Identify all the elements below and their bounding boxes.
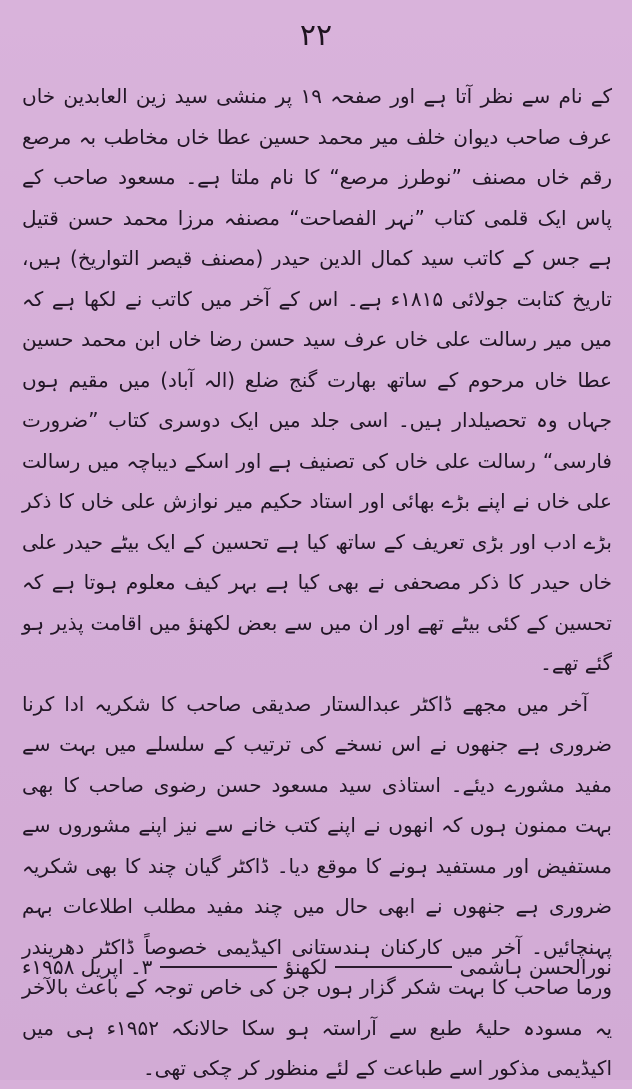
paragraph-2: آخر میں مجھے ڈاکٹر عبدالستار صدیقی صاحب کا شکریہ ادا کرنا ضروری ہے جنھوں نے اس نسخے کی ترتیب کے سلسلے میں بہت سے مفید مشورے دیئے۔ استاذی سید مسعود حسن رضوی صاحب کا بھی بہت ممنون ہوں کہ انھوں نے اپنے کتب خانے سے نیز اپنے مشوروں سے مستفیض اور مستفید ہونے کا موقع دیا۔ ڈاکٹر گیان چند کا بھی شکریہ ضروری ہے جنھوں نے ابھی حال میں چند مفید مطلب اطلاعات بہم پہنچائیں۔ آخر میں کارکنان ہندستانی اکیڈیمی خصوصاً ڈاکٹر دھریندر ورما صاحب کا بہت شکر گزار ہوں جن کی خاص توجہ کے باعث بالآخر یہ مسودہ حلیۂ طبع سے آراستہ ہو سکا حالانکہ ۱۹۵۲ء ہی میں اکیڈیمی مذکور اسے طباعت کے لئے منظور کر چکی تھی۔ bbox=[22, 691, 613, 1080]
body-text bbox=[22, 76, 612, 1089]
signature-place: لکھنؤ bbox=[284, 955, 328, 979]
signature-date: ۳۔ اپریل ۱۹۵۸ء bbox=[21, 955, 153, 979]
signature-rule bbox=[335, 966, 451, 968]
page-number: ۲۲ bbox=[299, 18, 333, 53]
author-name: نورالحسن ہاشمی bbox=[459, 955, 612, 979]
signature-rule bbox=[160, 966, 276, 968]
signature-line bbox=[22, 955, 612, 979]
paragraph-1: کے نام سے نظر آتا ہے اور صفحہ ۱۹ پر منشی سید زین العابدین خاں عرف صاحب دیوان خلف میر محمد حسین عطا خاں مخاطب بہ مرصع رقم خاں مصنف ”نوطرز مرصع“ کا نام ملتا ہے۔ مسعود صاحب کے پاس ایک قلمی کتاب ”نہر الفصاحت“ مصنفہ مرزا محمد حسن قتیل ہے جس کے کاتب سید کمال الدین حیدر (مصنف قیصر التواریخ) ہیں، تاریخ کتابت جولائی ۱۸۱۵ء ہے۔ اس کے آخر میں کاتب نے لکھا ہے کہ میں میر رسالت علی خاں عرف سید حسن رضا خاں ابن محمد حسین عطا خاں مرحوم کے ساتھ بھارت گنج ضلع (الہ آباد) میں مقیم ہوں جہاں وہ تحصیلدار ہیں۔ اسی جلد میں ایک دوسری کتاب ”ضرورت فارسی“ رسالت علی خاں کی تصنیف ہے اور اسکے دیباچہ میں رسالت علی خاں نے اپنے بڑے بھائی اور استاد حکیم میر نوازش علی خاں کا ذکر بڑے ادب اور بڑی تعریف کے ساتھ کیا ہے تحسین کے ایک بیٹے حیدر علی خاں حیدر کا ذکر مصحفی نے بھی کیا ہے بہر کیف معلوم ہوتا ہے کہ تحسین کے کئی بیٹے تھے اور ان میں سے بعض لکھنؤ میں اقامت پذیر ہو گئے تھے۔ bbox=[22, 84, 613, 675]
